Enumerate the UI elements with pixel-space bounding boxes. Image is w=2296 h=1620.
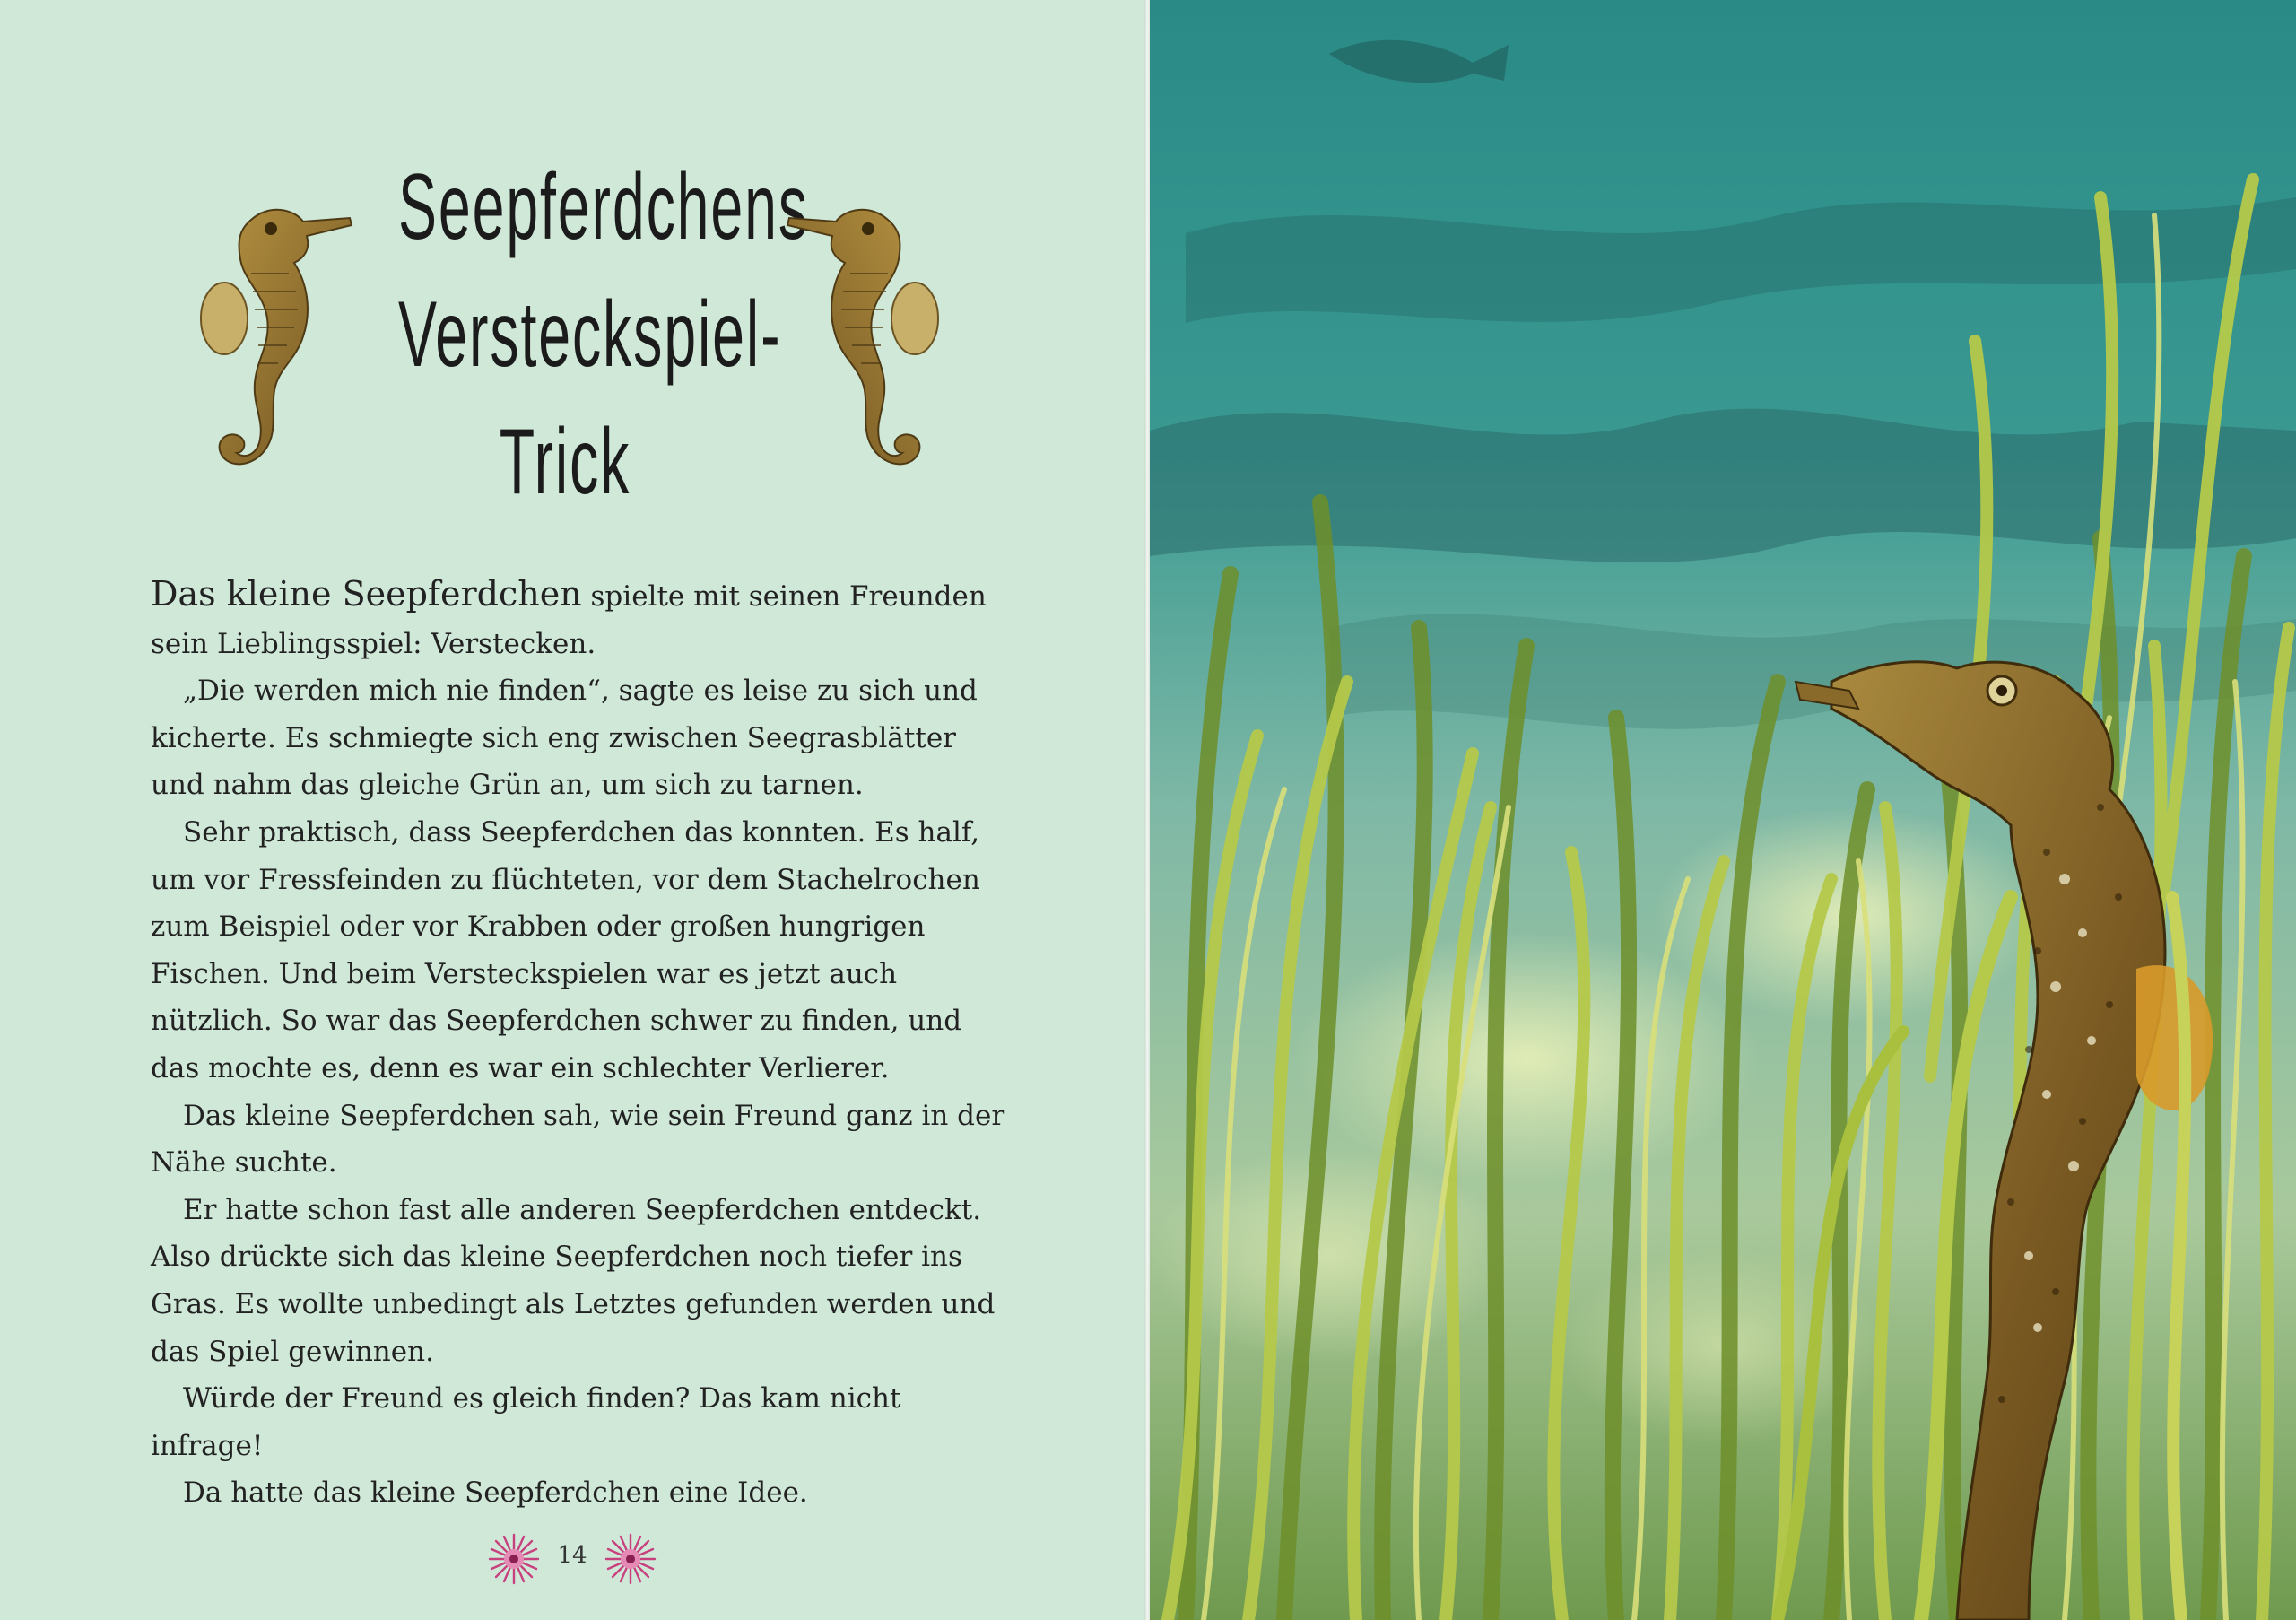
title-line-3: Trick: [499, 410, 631, 514]
page-folio: [484, 1529, 664, 1588]
page-number: 14: [557, 1542, 587, 1569]
seahorse-icon: [785, 184, 951, 489]
sea-urchin-icon: [601, 1529, 660, 1589]
paragraph-3: Sehr praktisch, dass Seepferdchen das konnten. Es half, um vor Fressfeinden zu flüchteten, vor dem Stachelrochen zum Beispiel oder vor Krabben oder großen hungrigen Fischen. Und beim Versteckspielen war es jetzt auch nützlich. So war das Seepferdchen schwer zu finden, und das mochte es, denn es war ein schlechter Verlierer.: [151, 815, 980, 1084]
paragraph-6: Würde der Freund es gleich finden? Das kam nicht infrage!: [151, 1382, 901, 1462]
left-page: [0, 0, 1144, 1620]
sea-urchin-icon: [484, 1529, 544, 1589]
story-text: [151, 570, 1012, 1517]
paragraph-1: [151, 570, 1012, 667]
paragraph-2: „Die werden mich nie finden“, sagte es leise zu sich und kicherte. Es schmiegte sich eng zwischen Seegrasblätter und nahm das gleiche Grün an, um sich zu tarnen.: [151, 675, 978, 802]
paragraph-5: Er hatte schon fast alle anderen Seepferdchen entdeckt. Also drückte sich das kleine Seepferdchen noch tiefer ins Gras. Es wollte unbedingt als Letztes gefunden werden und das Spiel gewinnen.: [151, 1193, 996, 1368]
paragraph-7: Da hatte das kleine Seepferdchen eine Idee.: [183, 1476, 808, 1510]
right-page: [1150, 0, 2296, 1620]
paragraph-4: Das kleine Seepferdchen sah, wie sein Freund ganz in der Nähe suchte.: [151, 1099, 1005, 1180]
book-gutter: [1144, 0, 1150, 1620]
title-line-1: Seepferdchens: [398, 155, 809, 259]
title-line-2: Versteckspiel-: [398, 283, 782, 387]
story-title: [296, 144, 834, 526]
paragraph-1-rest: spielte mit seinen Freunden sein Lieblingsspiel: Verstecken.: [151, 580, 987, 660]
lead-in: Das kleine Seepferdchen: [151, 574, 582, 614]
seagrass-illustration: [1150, 0, 2296, 1620]
